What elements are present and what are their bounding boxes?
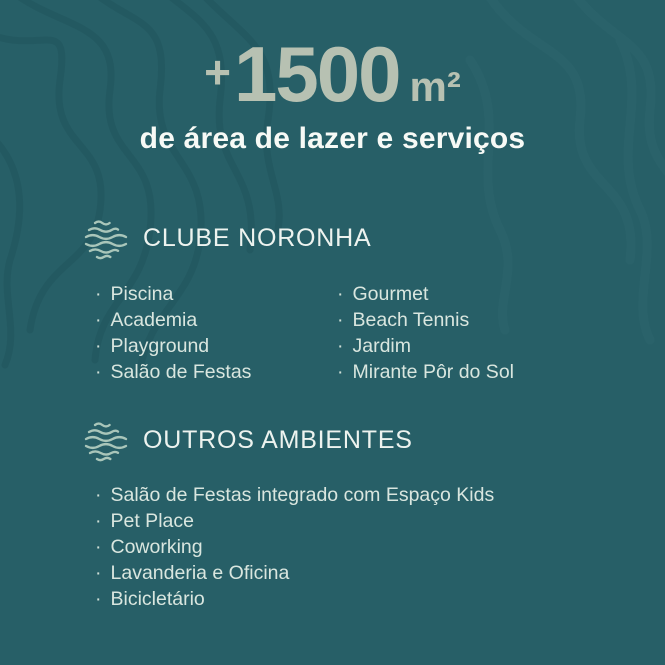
- headline-subtitle: de área de lazer e serviços: [139, 122, 526, 155]
- list-item: [95, 359, 251, 385]
- list-item: [337, 281, 514, 307]
- list-item: [95, 307, 251, 333]
- waves-sphere-icon: [84, 418, 128, 462]
- list-item: [95, 482, 494, 508]
- bullet: ·: [95, 588, 102, 610]
- bullet: ·: [337, 335, 344, 357]
- amenity-label: Salão de Festas: [110, 361, 252, 383]
- bullet: ·: [337, 361, 344, 383]
- bullet: ·: [95, 562, 102, 584]
- amenity-label: Gourmet: [352, 283, 429, 305]
- amenity-label: Mirante Pôr do Sol: [352, 361, 514, 383]
- list-item: [95, 508, 494, 534]
- amenity-label: Piscina: [110, 283, 174, 305]
- list-item: [95, 560, 494, 586]
- clube-noronha-list-left: [95, 281, 251, 385]
- list-item: [337, 359, 514, 385]
- amenity-label: Salão de Festas integrado com Espaço Kids: [110, 484, 495, 506]
- amenity-label: Coworking: [110, 536, 203, 558]
- list-item: [95, 534, 494, 560]
- list-item: [337, 333, 514, 359]
- list-item: [95, 333, 251, 359]
- bullet: ·: [337, 283, 344, 305]
- amenity-label: Pet Place: [110, 510, 194, 532]
- amenity-label: Academia: [110, 309, 198, 331]
- outros-ambientes-list: [95, 482, 494, 612]
- section-header-outros-ambientes: [84, 418, 413, 462]
- headline-plus-sign: +: [204, 46, 231, 98]
- amenity-label: Bicicletário: [110, 588, 205, 610]
- list-item: [337, 307, 514, 333]
- bullet: ·: [95, 283, 102, 305]
- amenity-label: Jardim: [352, 335, 412, 357]
- headline-unit: m²: [409, 63, 461, 110]
- waves-sphere-icon: [84, 216, 128, 260]
- section-title-clube-noronha: CLUBE NORONHA: [143, 223, 372, 252]
- amenity-label: Lavanderia e Oficina: [110, 562, 290, 584]
- bullet: ·: [95, 510, 102, 532]
- bullet: ·: [95, 309, 102, 331]
- bullet: ·: [95, 335, 102, 357]
- list-item: [95, 586, 494, 612]
- bullet: ·: [95, 361, 102, 383]
- headline-number: 1500: [234, 30, 400, 118]
- clube-noronha-list-right: [337, 281, 514, 385]
- list-item: [95, 281, 251, 307]
- headline: [0, 30, 665, 118]
- amenity-label: Playground: [110, 335, 210, 357]
- bullet: ·: [95, 484, 102, 506]
- section-header-clube-noronha: [84, 216, 372, 260]
- amenity-label: Beach Tennis: [352, 309, 470, 331]
- bullet: ·: [95, 536, 102, 558]
- bullet: ·: [337, 309, 344, 331]
- section-title-outros-ambientes: OUTROS AMBIENTES: [143, 425, 413, 454]
